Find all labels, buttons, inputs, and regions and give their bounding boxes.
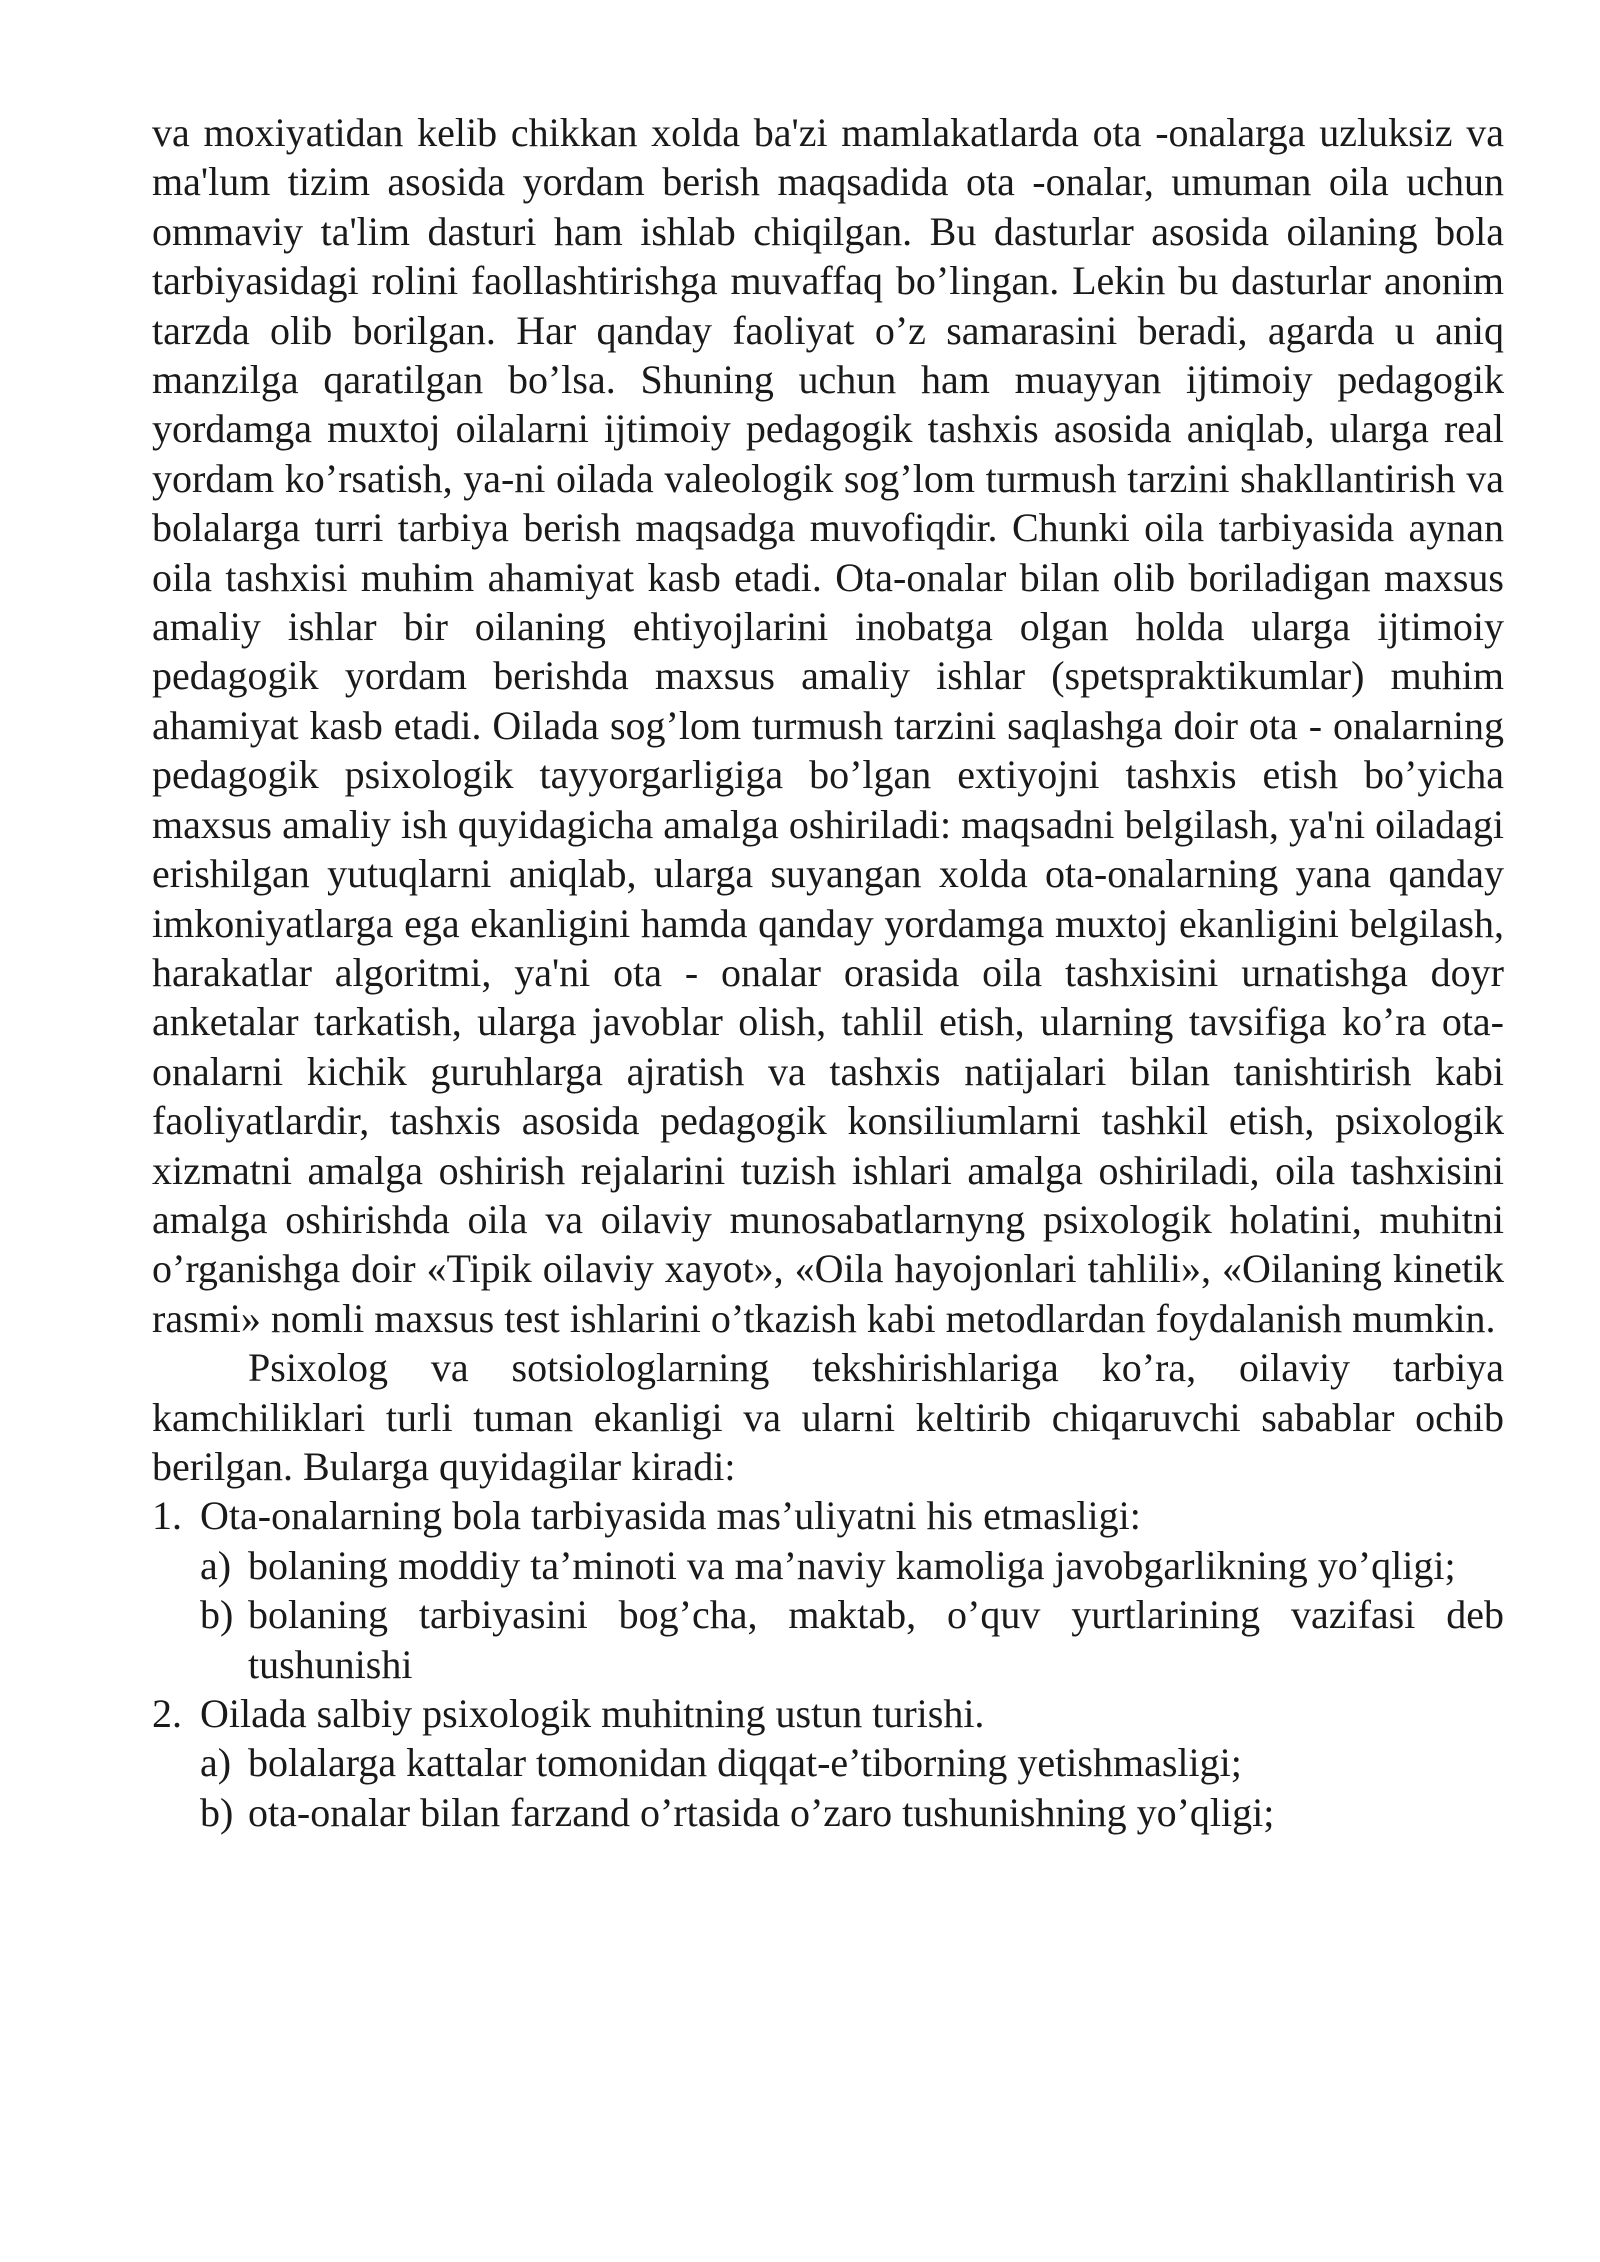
document-page [152,108,1504,1837]
sub-list-marker: b) [200,1789,234,1835]
sub-list-item-text: ota-onalar bilan farzand o’rtasida o’zaro tushunishning yo’qligi; [248,1789,1275,1835]
list-marker: 1. [152,1493,182,1539]
list-item-text: Oilada salbiy psixologik muhitning ustun turishi. [200,1691,985,1736]
sub-list-item [152,1590,1504,1689]
sub-list-marker: a) [200,1740,232,1786]
sub-list-item-text: bolaning moddiy ta’minoti va ma’naviy kamoliga javobgarlikning yo’qligi; [248,1542,1456,1588]
sub-list-item [152,1738,1504,1787]
paragraph-intro: Psixolog va sotsiologlarning tekshirishlariga ko’ra, oilaviy tarbiya kamchiliklari turli tuman ekanligi va ularni keltirib chiqaruvchi sabablar ochib berilgan. Bularga quyidagilar kiradi: [152,1345,1504,1489]
sub-list-item-text: bolaning tarbiyasini bog’cha, maktab, o’quv yurtlarining vazifasi deb tushunishi [248,1592,1504,1687]
list-marker: 2. [152,1691,182,1736]
list-item-text: Ota-onalarning bola tarbiyasida mas’uliyatni his etmasligi: [200,1493,1141,1539]
paragraph-continuation: va moxiyatidan kelib chikkan xolda ba'zi mamlakatlarda ota -onalarga uzluksiz va ma'lum tizim asosida yordam berish maqsadida ota -onalar, umuman oila uchun ommaviy ta'lim dasturi ham ishlab chiqilgan. Bu dasturlar asosida oilaning bola tarbiyasidagi rolini faollashtirishga muvaffaq bo’lingan. Lekin bu dasturlar anonim tarzda olib borilgan. Har qanday faoliyat o’z samarasini beradi, agarda u aniq manzilga qaratilgan bo’lsa. Shuning uchun ham muayyan ijtimoiy pedagogik yordamga muxtoj oilalarni ijtimoiy pedagogik tashxis asosida aniqlab, ularga real yordam ko’rsatish, ya-ni oilada valeologik sog’lom turmush tarzini shakllantirish va bolalarga turri tarbiya berish maqsadga muvofiqdir. Chunki oila tarbiyasida aynan oila tashxisi muhim ahamiyat kasb etadi. Ota-onalar bilan olib boriladigan maxsus amaliy ishlar bir oilaning ehtiyojlarini inobatga olgan holda ularga ijtimoiy pedagogik yordam berishda maxsus amaliy ishlar (spetspraktikumlar) muhim ahamiyat kasb etadi. Oilada sog’lom turmush tarzini saqlashga doir ota - onalarning pedagogik psixologik tayyorgarligiga bo’lgan extiyojni tashxis etish bo’yicha maxsus amaliy ish quyidagicha amalga oshiriladi: maqsadni belgilash, ya'ni oiladagi erishilgan yutuqlarni aniqlab, ularga suyangan xolda ota-onalarning yana qanday imkoniyatlarga ega ekanligini hamda qanday yordamga muxtoj ekanligini belgilash, harakatlar algoritmi, ya'ni ota - onalar orasida oila tashxisini urnatishga doyr anketalar tarkatish, ularga javoblar olish, tahlil etish, ularning tavsifiga ko’ra ota-onalarni kichik guruhlarga ajratish va tashxis natijalari bilan tanishtirish kabi faoliyatlardir, tashxis asosida pedagogik konsiliumlarni tashkil etish, psixologik xizmatni amalga oshirish rejalarini tuzish ishlari amalga oshiriladi, oila tashxisini amalga oshirishda oila va oilaviy munosabatlarnyng psixologik holatini, muhitni o’rganishga doir «Tipik oilaviy xayot», «Oila hayojonlari tahlili», «Oilaning kinetik rasmi» nomli maxsus test ishlarini o’tkazish kabi metodlardan foydalanish mumkin. [152,110,1504,1341]
list-item [152,1689,1504,1738]
list-item [152,1491,1504,1540]
sub-list-item [152,1788,1504,1837]
sub-list-item [152,1541,1504,1590]
sub-list-item-text: bolalarga kattalar tomonidan diqqat-e’tiborning yetishmasligi; [248,1740,1242,1786]
numbered-list [152,1491,1504,1837]
sub-list-marker: a) [200,1542,232,1588]
sub-list-marker: b) [200,1592,234,1638]
